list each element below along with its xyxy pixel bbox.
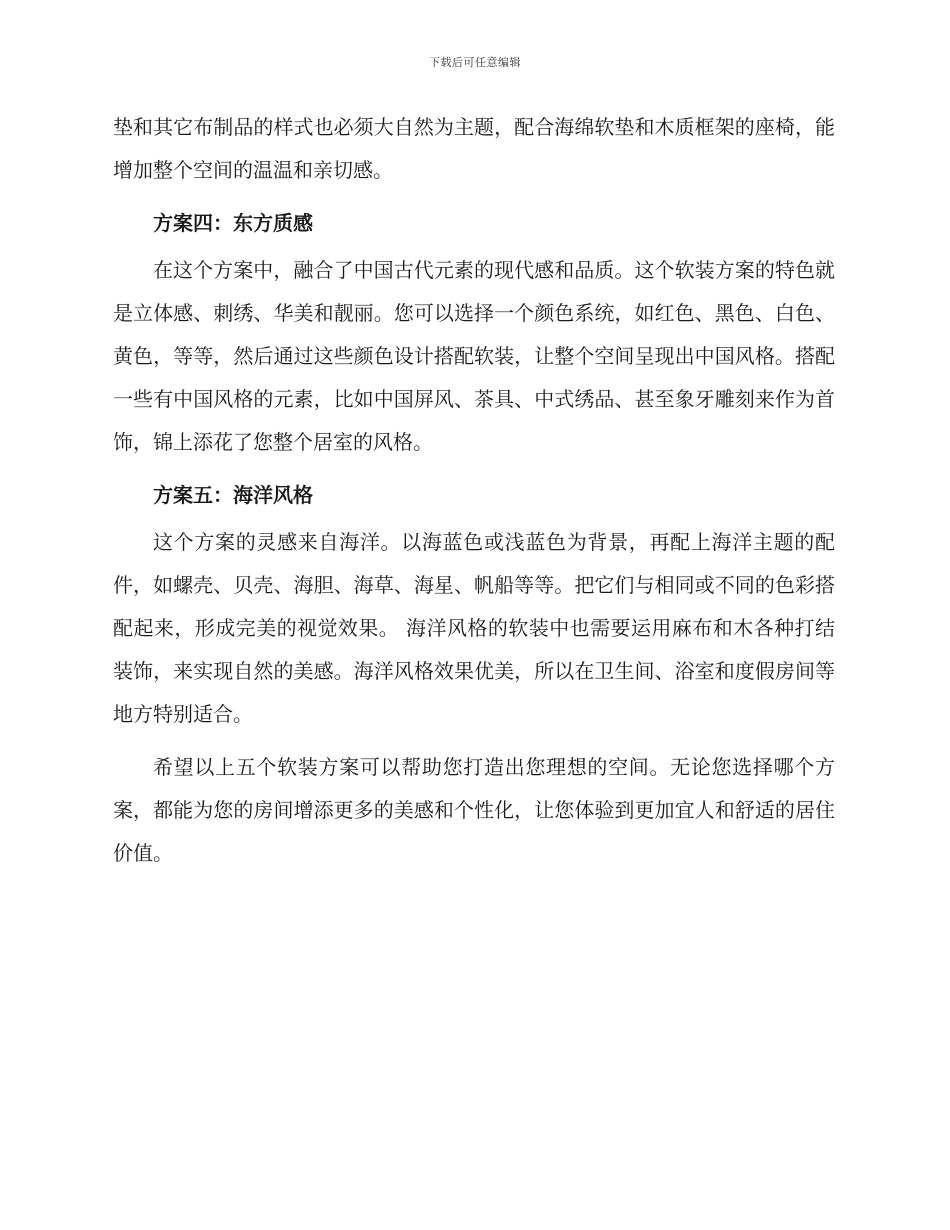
section-paragraph-5: 这个方案的灵感来自海洋。以海蓝色或浅蓝色为背景，再配上海洋主题的配件，如螺壳、贝壳、海胆、海草、海星、帆船等等。把它们与相同或不同的色彩搭配起来，形成完美的视觉效果。 海洋风格的软装中也需要运用麻布和木各种打结装饰，来实现自然的美感。海洋风格效果优美，所以在卫生间、浴室和度假房间等地方特别适合。 xyxy=(113,530,835,726)
page-header: 下载后可任意编辑 xyxy=(429,56,521,69)
section-heading-4: 方案四：东方质感 xyxy=(153,211,313,235)
section-paragraph-4: 在这个方案中，融合了中国古代元素的现代感和品质。这个软装方案的特色就是立体感、刺绣、华美和靓丽。您可以选择一个颜色系统，如红色、黑色、白色、黄色，等等，然后通过这些颜色设计搭配软装，让整个空间呈现出中国风格。搭配一些有中国风格的元素，比如中国屏风、茶具、中式绣品、甚至象牙雕刻来作为首饰，锦上添花了您整个居室的风格。 xyxy=(113,258,835,454)
intro-paragraph: 垫和其它布制品的样式也必须大自然为主题，配合海绵软垫和木质框架的座椅，能增加整个空间的温温和亲切感。 xyxy=(113,115,835,182)
closing-paragraph: 希望以上五个软装方案可以帮助您打造出您理想的空间。无论您选择哪个方案，都能为您的房间增添更多的美感和个性化，让您体验到更加宜人和舒适的居住价值。 xyxy=(113,755,835,865)
section-heading-5: 方案五：海洋风格 xyxy=(153,483,313,507)
document-body xyxy=(113,106,835,875)
